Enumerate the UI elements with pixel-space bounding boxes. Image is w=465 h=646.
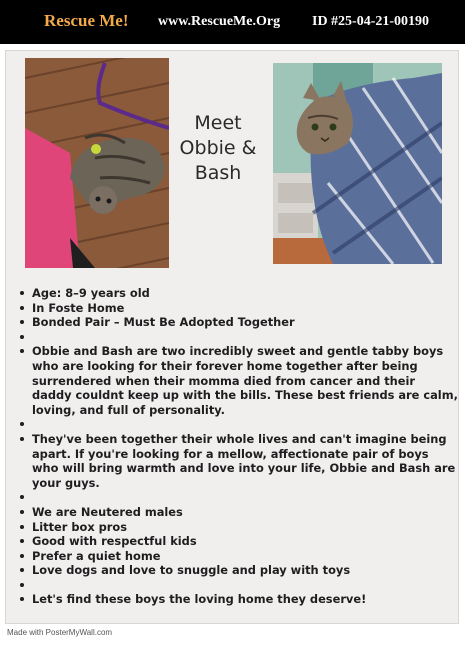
list-item: We are Neutered males [18,505,458,520]
list-item: Age: 8–9 years old [18,286,458,301]
cat-photo-right [273,63,442,264]
list-item-empty [18,490,458,505]
adoption-poster [5,50,459,624]
listing-id: ID #25-04-21-00190 [312,14,430,29]
list-item: Prefer a quiet home [18,549,458,564]
cat-photo-left [25,58,169,268]
list-item: Obbie and Bash are two incredibly sweet and gentle tabby boys who are looking for their forever home together after being surrendered when their momma died from cancer and their daddy couldnt keep up with the bills. These best friends are calm, loving, and full of personality. [18,344,458,417]
headline-line-1: Meet [194,112,242,134]
list-item-empty [18,417,458,432]
footer-credit[interactable]: Made with PosterMyWall.com [7,628,113,637]
list-item: In Foste Home [18,301,458,316]
list-item: Litter box pros [18,520,458,535]
list-item: Love dogs and love to snuggle and play with toys [18,563,458,578]
headline [168,111,268,186]
brand-logo[interactable]: Rescue Me! [44,11,129,30]
list-item-empty [18,330,458,345]
headline-line-2: Obbie & [179,137,257,159]
list-item: Good with respectful kids [18,534,458,549]
site-header [0,0,465,44]
cat-details-list [18,286,458,607]
list-item: Let's find these boys the loving home they deserve! [18,592,458,607]
website-link[interactable]: www.RescueMe.Org [158,14,281,29]
list-item-empty [18,578,458,593]
list-item: They've been together their whole lives and can't imagine being apart. If you're looking for a mellow, affectionate pair of boys who will bring warmth and love into your life, Obbie and Bash are your guys. [18,432,458,490]
headline-line-3: Bash [194,162,242,184]
list-item: Bonded Pair – Must Be Adopted Together [18,315,458,330]
